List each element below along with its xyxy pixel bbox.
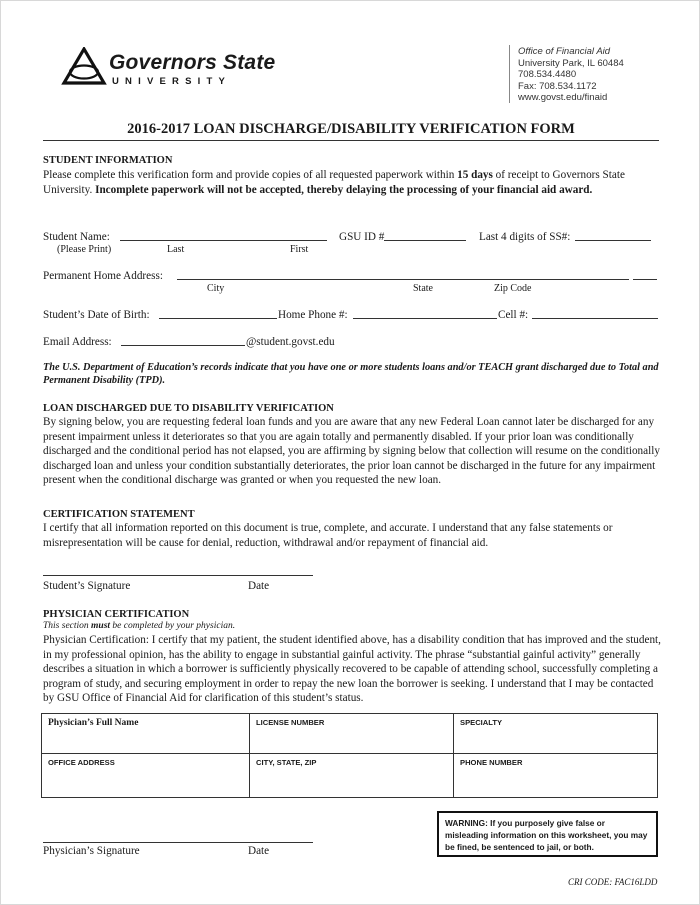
email-label: Email Address: [43,336,112,348]
student-name-field[interactable] [120,240,327,241]
loan-discharge-body: By signing below, you are requesting federal loan funds and you are aware that any new Federal Loan cannot later be discharged for any present impairment unless it deteriorates so that you are again totally and permanently disabled. If your prior loan was conditionally discharged and the conditional period has not elapsed, you are affirming by signing below that collection will resume on the conditionally discharged loan and unless your condition substantially deteriorates, the prior loan cannot be discharged in the future for any impairment present when the conditional discharge was granted or when you requested the new loan. [43,416,660,486]
student-name-label: Student Name: [43,231,110,243]
city-label: City [207,283,225,294]
form-title: 2016-2017 LOAN DISCHARGE/DISABILITY VERIFICATION FORM [127,121,575,137]
office-info [518,46,624,104]
logo-name: Governors State [109,51,276,74]
home-address-field[interactable] [177,279,629,280]
email-domain: @student.govst.edu [246,336,335,348]
student-signature-field[interactable] [43,575,313,576]
warning-box [437,811,658,857]
cell-label: Cell #: [498,309,529,321]
cri-code: CRI CODE: FAC16LDD [568,877,658,887]
intro-days: 15 days [457,169,493,181]
specialty-cell[interactable] [454,714,658,754]
email-field[interactable] [121,345,245,346]
student-date-label: Date [248,580,270,592]
student-info-heading: STUDENT INFORMATION [43,155,173,166]
dob-label: Student’s Date of Birth: [43,309,150,321]
header-divider [509,45,510,103]
intro-text-2: of receipt to Governors State University. [43,169,625,196]
state-label: State [413,283,433,294]
office-address: University Park, IL 60484 [518,57,624,69]
license-cell[interactable] [250,714,454,754]
physician-signature-label: Physician’s Signature [43,845,140,857]
cell-field[interactable] [532,318,658,319]
office-fax: Fax: 708.534.1172 [518,80,597,92]
home-phone-field[interactable] [353,318,497,319]
please-print-label: (Please Print) [57,244,112,255]
doe-notice: The U.S. Department of Education’s records indicate that you have one or more students loans and/or TEACH grant discharged due to Total and Permanent Disability (TPD). [43,362,659,386]
dob-field[interactable] [159,318,277,319]
home-address-label: Permanent Home Address: [43,270,163,282]
certification-heading: CERTIFICATION STATEMENT [43,509,195,520]
gsu-id-field[interactable] [384,240,466,241]
physician-note-text: This section [43,621,92,631]
first-name-label: First [290,244,309,255]
title-rule [43,140,659,141]
warning-label: WARNING: [445,818,488,828]
specialty-label: SPECIALTY [460,718,503,727]
gsu-logo-icon [61,47,107,87]
certification-body: I certify that all information reported on this document is true, complete, and accurate. I understand that any false statements or misrepresentation will be cause for denial, reduction, withdrawal and/or repayment of financial aid. [43,522,613,549]
license-label: LICENSE NUMBER [256,718,325,727]
home-address-field-2[interactable] [633,279,657,280]
loan-discharge-heading: LOAN DISCHARGED DUE TO DISABILITY VERIFICATION [43,403,334,414]
office-address-cell[interactable] [42,754,250,798]
warning-text: If you purposely give false or misleading information on this worksheet, you may be fined, be sentenced to jail, or both. [445,818,648,852]
physician-signature-field[interactable] [43,842,313,843]
physician-name-label: Physician’s Full Name [48,718,139,728]
office-address-label: OFFICE ADDRESS [48,758,115,767]
physician-body: Physician Certification: I certify that my patient, the student identified above, has a disability condition that has improved and the student, in my professional opinion, has the ability to engage in substantial gainful activity. The phrase “substantial gainful activity” generally describes a situation in which a borrower is sufficiently physically recovered to be capable of attending school, successfully completing a program of study, and securing employment in order to repay the new loan the borrower is seeking. I understand that I may be contacted by GSU Office of Financial Aid for clarification of this student’s status. [43,634,661,704]
ssn-label: Last 4 digits of SS#: [479,231,571,243]
physician-name-cell[interactable] [42,714,250,754]
student-info-intro [43,168,661,197]
city-state-zip-cell[interactable] [250,754,454,798]
phone-number-cell[interactable] [454,754,658,798]
phone-number-label: PHONE NUMBER [460,758,523,767]
home-phone-label: Home Phone #: [278,309,348,321]
intro-warning: Incomplete paperwork will not be accepted, thereby delaying the processing of your financial aid award. [95,183,593,196]
office-web: www.govst.edu/finaid [518,92,608,103]
student-signature-label: Student’s Signature [43,580,131,592]
logo-university: UNIVERSITY [112,76,232,87]
office-phone: 708.534.4480 [518,69,577,80]
physician-info-table [41,713,658,798]
intro-text: Please complete this verification form and provide copies of all requested paperwork within [43,169,458,181]
ssn-field[interactable] [575,240,651,241]
office-title: Office of Financial Aid [518,46,611,57]
physician-note-text-2: be completed by your physician. [110,621,236,631]
city-state-zip-label: CITY, STATE, ZIP [256,758,317,767]
last-name-label: Last [167,244,185,255]
physician-heading: PHYSICIAN CERTIFICATION [43,609,190,620]
physician-note [43,621,235,631]
physician-note-must: must [91,621,111,631]
zip-label: Zip Code [494,283,532,294]
gsu-id-label: GSU ID # [339,231,385,243]
physician-date-label: Date [248,845,270,857]
